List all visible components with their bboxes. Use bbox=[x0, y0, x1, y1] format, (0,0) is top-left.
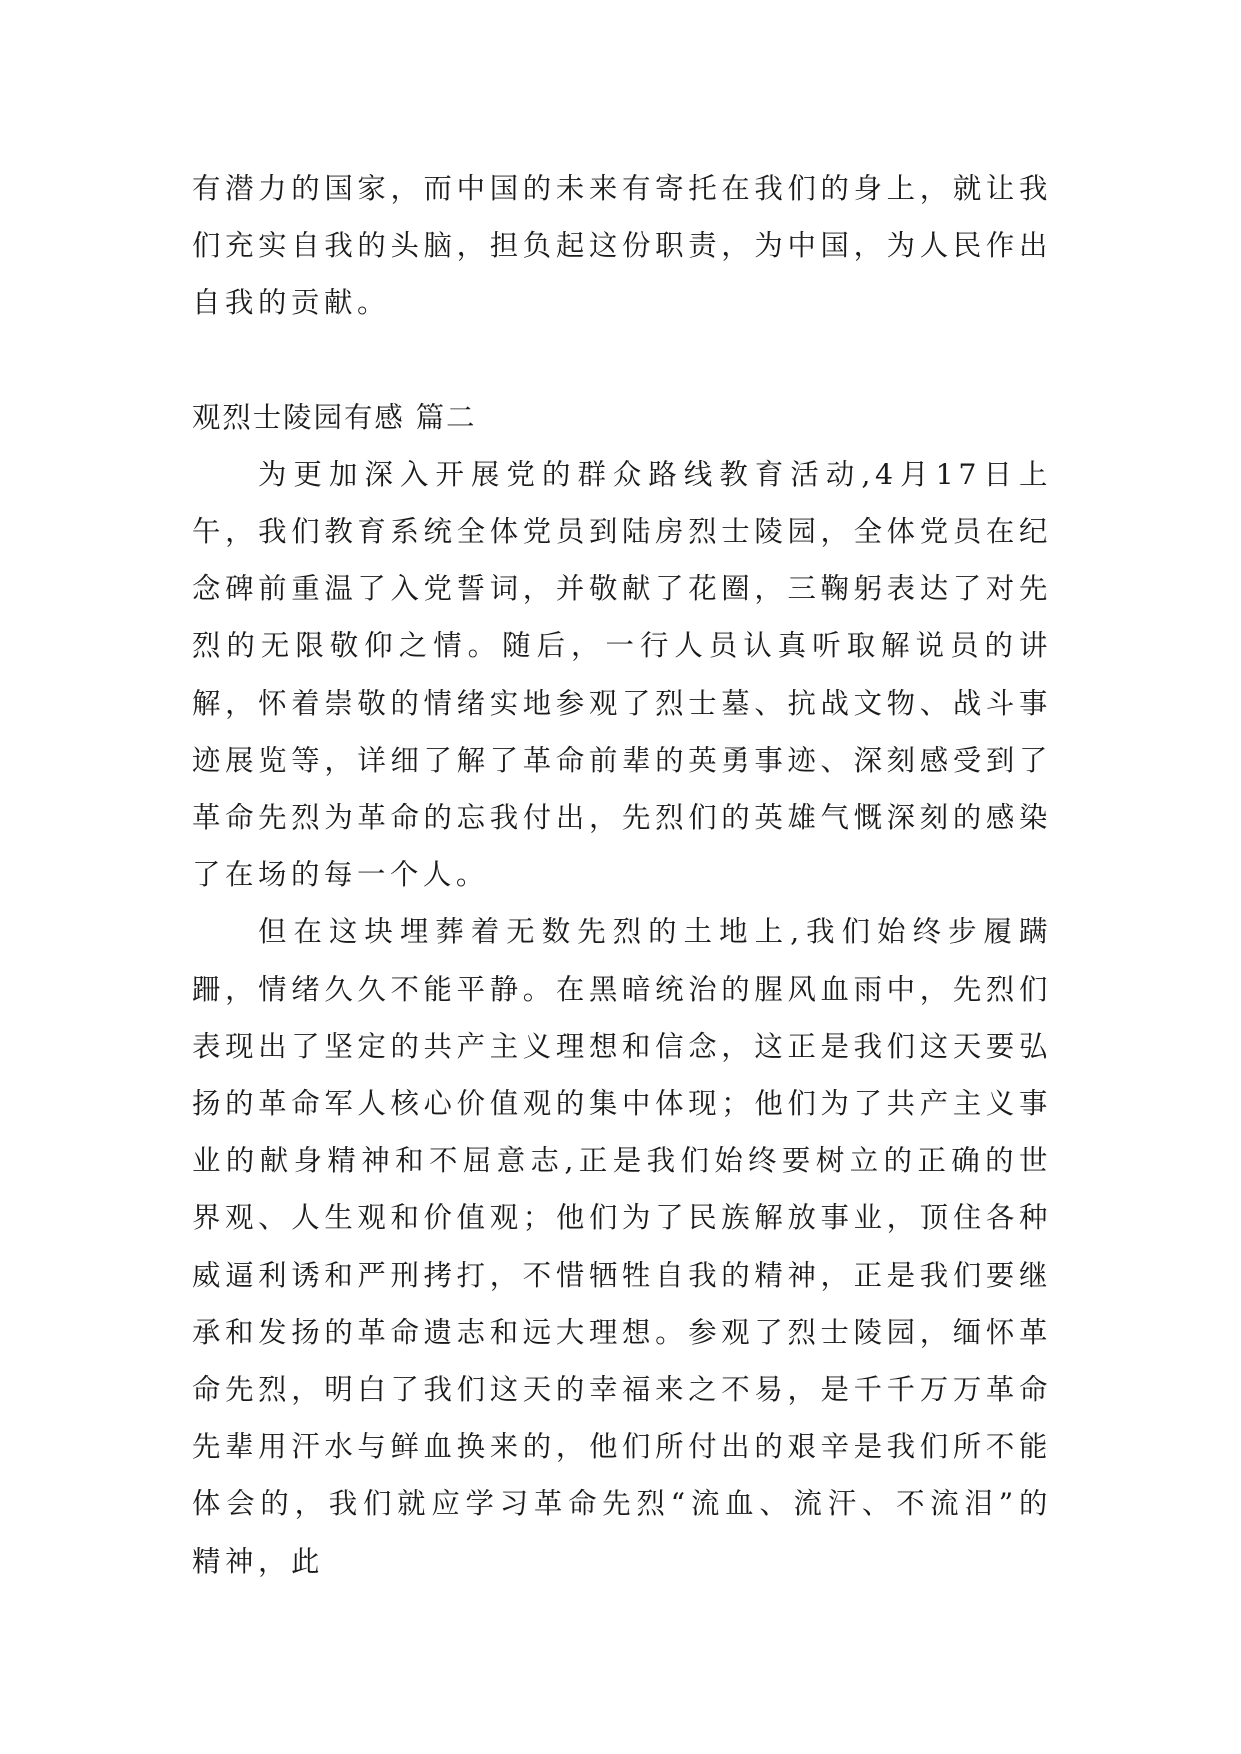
document-body bbox=[192, 160, 1052, 1590]
section-title: 观烈士陵园有感 篇二 bbox=[192, 400, 477, 434]
paragraph-continuation: 有潜力的国家，而中国的未来有寄托在我们的身上，就让我们充实自我的头脑，担负起这份职责，为中国，为人民作出自我的贡献。 bbox=[192, 172, 1052, 320]
paragraph-visit-account: 为更加深入开展党的群众路线教育活动,4月17日上午，我们教育系统全体党员到陆房烈士陵园，全体党员在纪念碑前重温了入党誓词，并敬献了花圈，三鞠躬表达了对先烈的无限敬仰之情。随后，一行人员认真听取解说员的讲解，怀着崇敬的情绪实地参观了烈士墓、抗战文物、战斗事迹展览等，详细了解了革命前辈的英勇事迹、深刻感受到了革命先烈为革命的忘我付出，先烈们的英雄气慨深刻的感染了在场的每一个人。 bbox=[192, 457, 1052, 892]
paragraph-reflection: 但在这块埋葬着无数先烈的土地上,我们始终步履蹒跚，情绪久久不能平静。在黑暗统治的腥风血雨中，先烈们表现出了坚定的共产主义理想和信念，这正是我们这天要弘扬的革命军人核心价值观的集中体现；他们为了共产主义事业的献身精神和不屈意志,正是我们始终要树立的正确的世界观、人生观和价值观；他们为了民族解放事业，顶住各种威逼利诱和严刑拷打，不惜牺牲自我的精神，正是我们要继承和发扬的革命遗志和远大理想。参观了烈士陵园，缅怀革命先烈，明白了我们这天的幸福来之不易，是千千万万革命先辈用汗水与鲜血换来的，他们所付出的艰辛是我们所不能体会的，我们就应学习革命先烈“流血、流汗、不流泪”的精神，此 bbox=[192, 915, 1052, 1578]
